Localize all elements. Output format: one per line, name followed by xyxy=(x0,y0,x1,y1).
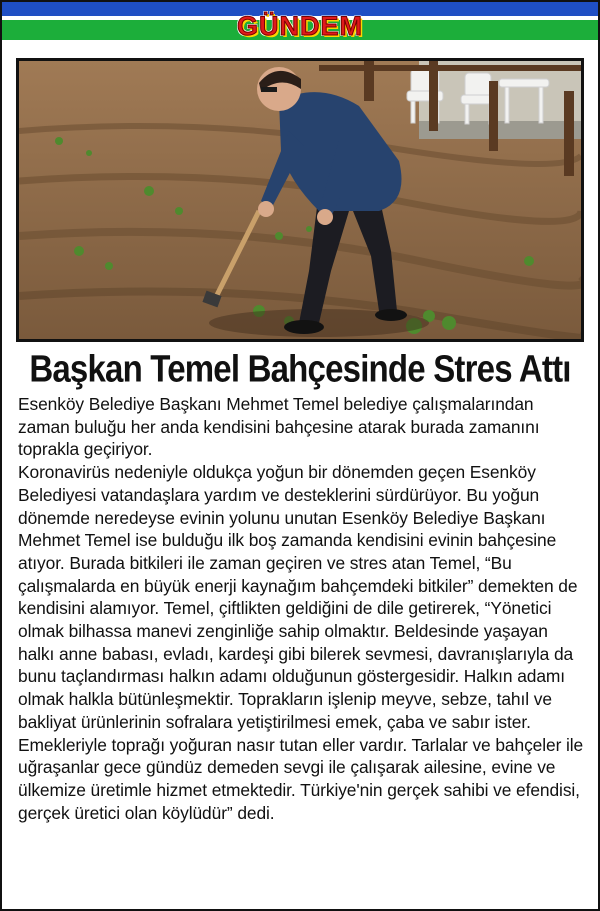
section-label: GÜNDEM xyxy=(237,11,363,41)
article-body xyxy=(18,393,588,824)
section-header xyxy=(2,2,598,44)
article-paragraph: Esenköy Belediye Başkanı Mehmet Temel belediye çalışmalarından zaman buluğu her anda kendisini bahçesine atarak burada zamanını toprakla geçiriyor. xyxy=(18,394,540,460)
article-paragraph: Koronavirüs nedeniyle oldukça yoğun bir dönemden geçen Esenköy Belediyesi vatandaşlara yardım ve desteklerini sürdürüyor. Bu yoğun dönemde neredeyse evinin yolunu unutan Esenköy Belediye Başkanı Mehmet Temel ise bulduğu ilk boş zamanda kendisini evinin bahçesine atıyor. Burada bitkileri ile zaman geçiren ve stres atan Temel, “Bu çalışmalarda en büyük enerji kaynağım bahçemdeki bitkiler” demekten de kendisini alamıyor. Temel, çiftlikten geldiğini de dile getirerek, “Yönetici olmak bilhassa manevi zenginliğe sahip olmaktır. Beldesinde yaşayan halkı anne babası, evladı, kardeşi gibi bilerek sevmesi, davranışlarıyla da bunu taçlandırması halkın adamı olduğunun göstergesidir. Halkın adamı olmak halkla bütünleşmektir. Toprakların işlenip meyve, sebze, tahıl ve bakliyat ürünlerinin sofralara yetiştirilmesi emek, çaba ve sabır ister. Emekleriyle toprağı yoğuran nasır tutan eller vardır. Tarlalar ve bahçeler ile uğraşanlar gece gündüz demeden sevgi ile çalışarak ailesine, evine ve ülkemize üretimle hizmet etmektedir. Türkiye'nin gerçek sahibi ve efendisi, gerçek üretici olan köylüdür” dedi. xyxy=(18,462,584,823)
gardening-photo-illustration xyxy=(19,61,581,339)
article-photo xyxy=(16,58,584,342)
article-headline: Başkan Temel Bahçesinde Stres Attı xyxy=(29,347,571,390)
